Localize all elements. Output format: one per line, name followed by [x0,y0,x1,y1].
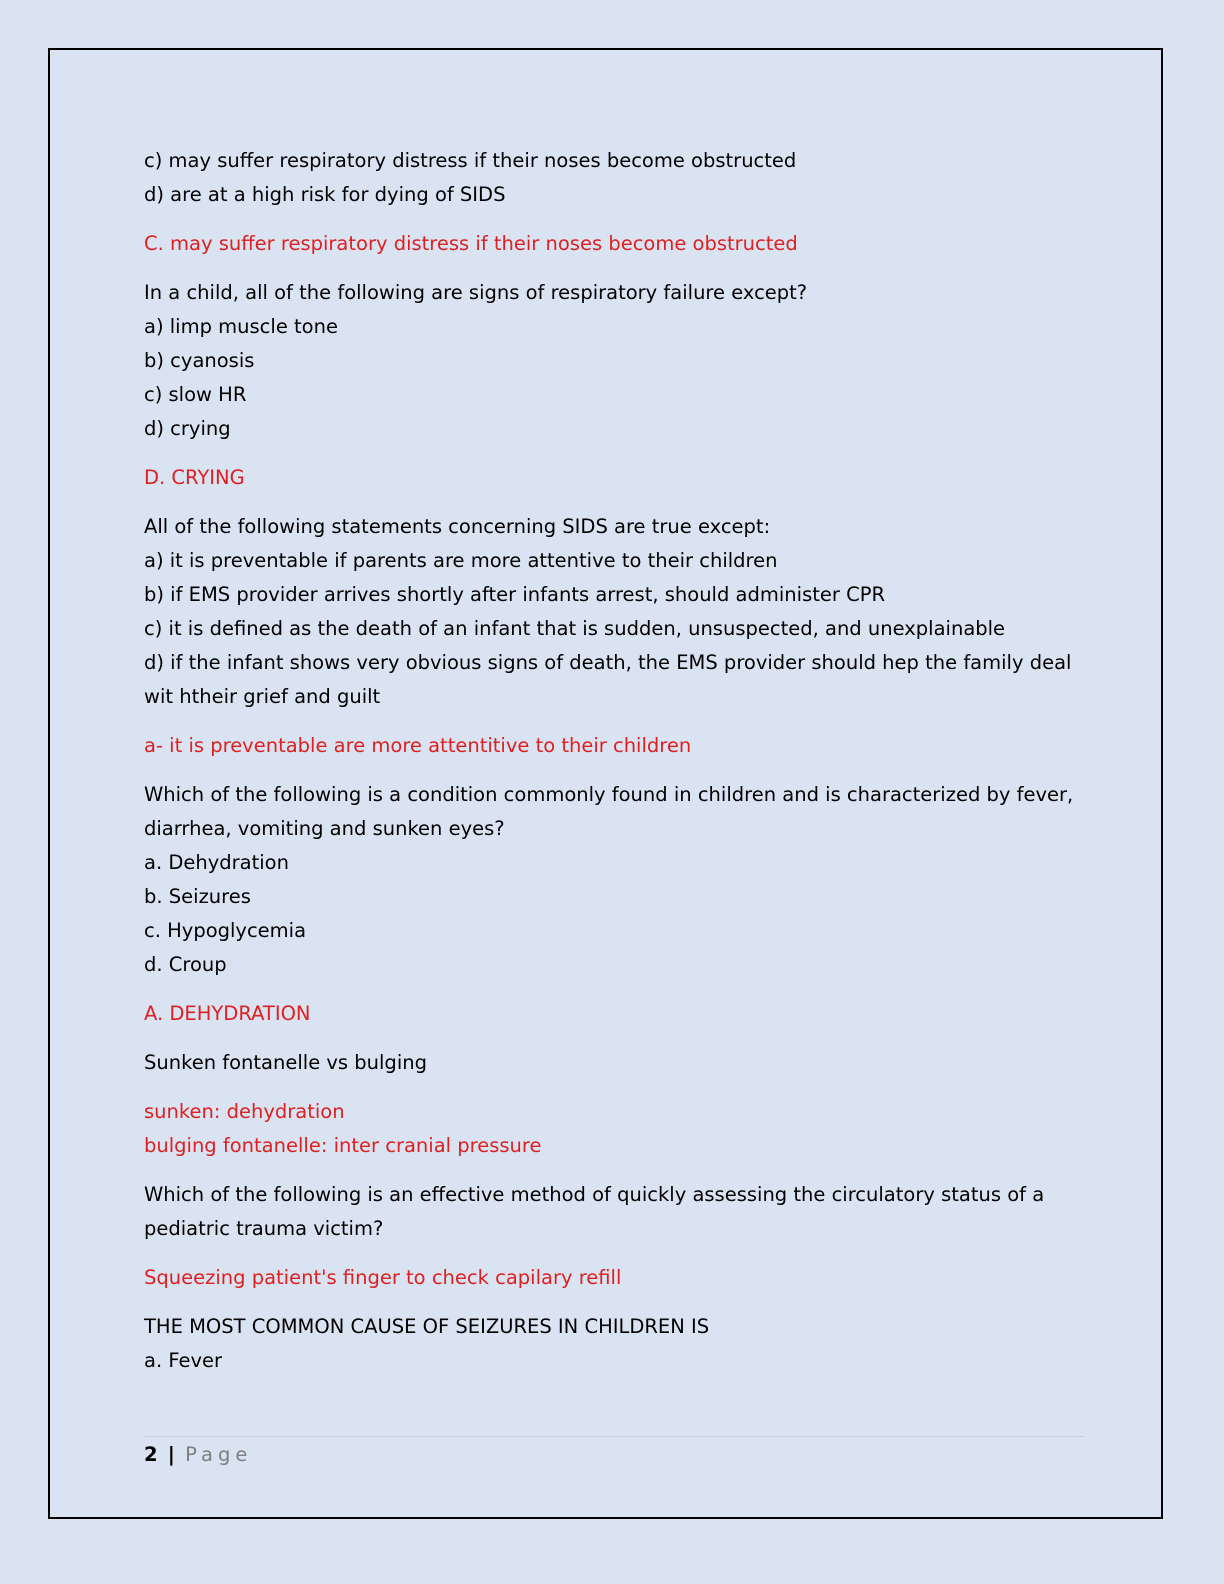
question-7 [144,1310,1084,1378]
answer-5-bulging: bulging fontanelle: inter cranial pressure [144,1134,542,1157]
question-2-text: In a child, all of the following are signs of respiratory failure except? [144,281,808,304]
option-a: a) it is preventable if parents are more attentive to their children [144,549,778,572]
option-c: c) slow HR [144,383,247,406]
option-b: b) cyanosis [144,349,255,372]
option-a: a. Dehydration [144,851,289,874]
option-a: a. Fever [144,1349,223,1372]
question-6-text: Which of the following is an effective method of quickly assessing the circulatory status of a pediatric trauma victim? [144,1183,1045,1240]
question-2 [144,276,1084,446]
option-d: d) crying [144,417,231,440]
option-b: b. Seizures [144,885,251,908]
page-label: Page [185,1443,253,1466]
option-c: c) may suffer respiratory distress if their noses become obstructed [144,149,797,172]
question-4 [144,778,1084,982]
answer-1: C. may suffer respiratory distress if their noses become obstructed [144,232,798,255]
answer-4: A. DEHYDRATION [144,1002,311,1025]
option-d: d) are at a high risk for dying of SIDS [144,183,506,206]
option-d: d. Croup [144,953,227,976]
answer-6: Squeezing patient's finger to check capilary refill [144,1266,622,1289]
page-separator: | [167,1443,175,1466]
question-3 [144,510,1084,714]
answer-5-sunken: sunken: dehydration [144,1100,345,1123]
question-4-text: Which of the following is a condition commonly found in children and is characterized by fever, diarrhea, vomiting and sunken eyes? [144,783,1074,840]
question-7-text: THE MOST COMMON CAUSE OF SEIZURES IN CHILDREN IS [144,1315,710,1338]
page-footer [144,1440,252,1470]
page-number: 2 [144,1443,158,1466]
question-3-text: All of the following statements concerning SIDS are true except: [144,515,771,538]
document-body [144,144,1084,1393]
answer-5 [144,1095,1084,1163]
option-c: c. Hypoglycemia [144,919,307,942]
question-5-text: Sunken fontanelle vs bulging [144,1051,427,1074]
option-a: a) limp muscle tone [144,315,338,338]
question-1-options [144,144,1084,212]
option-b: b) if EMS provider arrives shortly after infants arrest, should administer CPR [144,583,886,606]
footer-divider [144,1436,1084,1437]
answer-2: D. CRYING [144,466,245,489]
option-d: d) if the infant shows very obvious signs of death, the EMS provider should hep the family deal wit htheir grief and guilt [144,651,1072,708]
option-c: c) it is defined as the death of an infant that is sudden, unsuspected, and unexplainable [144,617,1006,640]
answer-3: a- it is preventable are more attentitive to their children [144,734,692,757]
